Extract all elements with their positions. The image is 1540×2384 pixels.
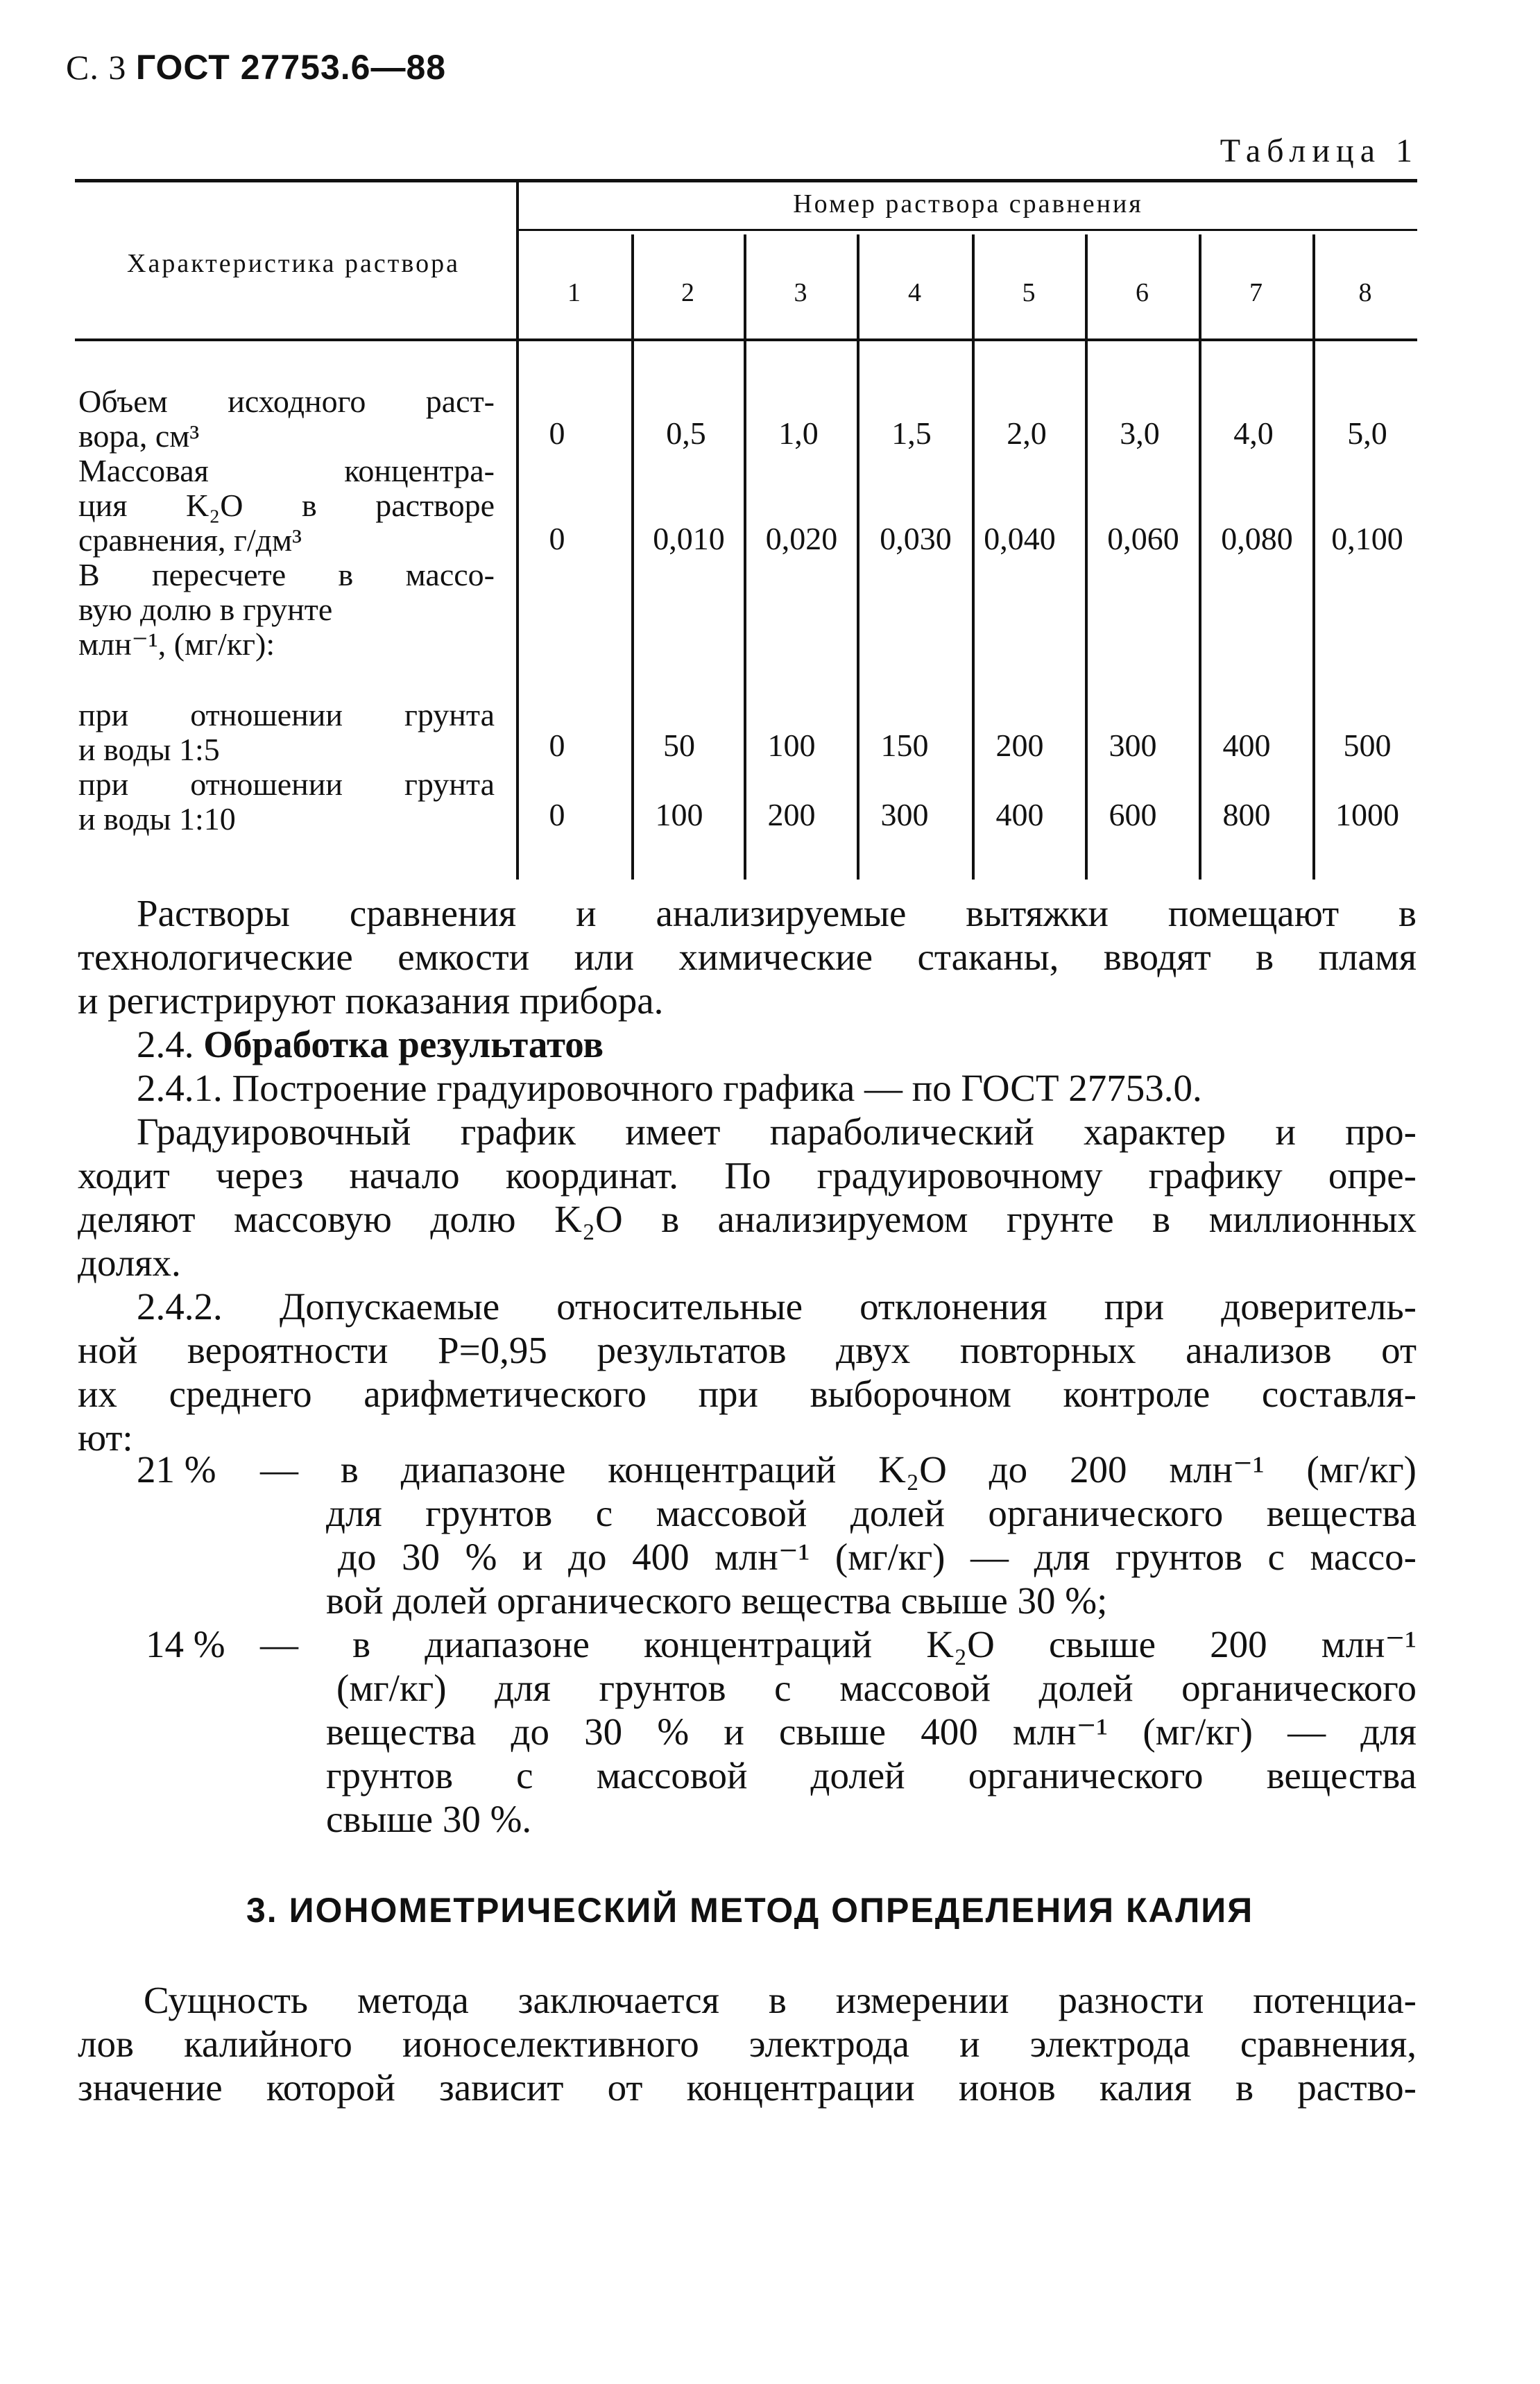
col-divider [972, 234, 975, 880]
table-cell: 150 [880, 728, 929, 763]
table-cell: 400 [995, 797, 1044, 832]
table-cell: 0 [549, 415, 565, 451]
section-3-title: 3. ИОНОМЕТРИЧЕСКИЙ МЕТОД ОПРЕДЕЛЕНИЯ КАЛИЯ [246, 1891, 1254, 1930]
paragraph-graph: Градуировочный график имеет параболический характер и про- ходит через начало координат. По градуировочному графику опре- деляют массовую долю K₂O в анализируемом грунте в миллионных долях. [78, 1110, 1417, 1284]
table-cell: 200 [767, 797, 816, 832]
table-cell: 0,100 [1331, 521, 1403, 556]
table-cell: 0,060 [1107, 521, 1179, 556]
paragraph-method-essence: Сущность метода заключается в измерении разности потенциа- лов калийного ионоселективного электрода и электрода сравнения, значение которой зависит от концентрации ионов калия в раство- [78, 1979, 1417, 2109]
col-header-1: 1 [567, 278, 583, 307]
col-divider [744, 234, 746, 880]
table-cell: 600 [1109, 797, 1157, 832]
row-label-volume: Объем исходного раст- вора, см³ [78, 384, 495, 454]
table-cell: 1,5 [891, 415, 932, 451]
group-header-rule [519, 229, 1417, 231]
table-cell: 0 [549, 521, 565, 556]
table-cell: 1000 [1335, 797, 1399, 832]
col-header-3: 3 [794, 278, 810, 307]
table-top-rule [75, 179, 1417, 182]
table-cell: 0,020 [765, 521, 838, 556]
col-header-6: 6 [1136, 278, 1151, 307]
table-cell: 0,5 [666, 415, 706, 451]
section-2-4-heading: 2.4. Обработка результатов [137, 1023, 604, 1065]
deviation-14-text: — в диапазоне концентраций K₂O свыше 200 млн⁻¹ (мг/кг) для грунтов с массовой долей органического вещества до 30 % и свыше 400 млн⁻¹ (мг/кг) — для грунтов с массовой долей органического вещества свыше 30 %. [260, 1623, 1417, 1840]
col-divider [1312, 234, 1315, 880]
col-divider [1085, 234, 1088, 880]
table-cell: 5,0 [1347, 415, 1387, 451]
table-cell: 0,080 [1221, 521, 1293, 556]
col-header-8: 8 [1358, 278, 1374, 307]
deviation-21-value: 21 % [137, 1448, 216, 1491]
group-header: Номер раствора сравнения [793, 189, 1143, 218]
section-2-4-1: 2.4.1. Построение градуировочного графика — по ГОСТ 27753.0. [137, 1067, 1202, 1109]
table-cell: 400 [1222, 728, 1271, 763]
table-cell: 300 [880, 797, 929, 832]
table-cell: 200 [995, 728, 1044, 763]
table-cell: 100 [767, 728, 816, 763]
table-cell: 0 [549, 797, 565, 832]
table-cell: 0,040 [984, 521, 1056, 556]
col-divider [631, 234, 634, 880]
col-header-4: 4 [908, 278, 923, 307]
row-label-ratio-5: при отношении грунта и воды 1:5 [78, 697, 495, 767]
data-table [75, 179, 1417, 880]
col-header-5: 5 [1022, 278, 1038, 307]
page-header [66, 47, 446, 87]
table-cell: 1,0 [778, 415, 819, 451]
table-cell: 4,0 [1233, 415, 1274, 451]
standard-id: ГОСТ 27753.6—88 [135, 48, 447, 87]
page-number: С. 3 [66, 48, 127, 87]
table-cell: 800 [1222, 797, 1271, 832]
col-divider [857, 234, 859, 880]
row-label-recalc: В пересчете в массо- вую долю в грунте млн⁻¹, (мг/кг): [78, 557, 495, 662]
table-cell: 300 [1109, 728, 1157, 763]
row-label-concentration: Массовая концентра- ция K₂O в растворе сравнения, г/дм³ [78, 453, 495, 558]
table-cell: 0,010 [653, 521, 725, 556]
deviation-21-text: — в диапазоне концентраций K₂O до 200 млн⁻¹ (мг/кг) для грунтов с массовой долей органического вещества до 30 % и до 400 млн⁻¹ (мг/кг) — для грунтов с массо- вой долей органического вещества свыше 30 %; [260, 1448, 1417, 1622]
table-cell: 0,030 [880, 521, 952, 556]
col-header-7: 7 [1249, 278, 1265, 307]
characteristic-header: Характеристика раствора [127, 249, 460, 278]
table-cell: 500 [1343, 728, 1392, 763]
table-cell: 0 [549, 728, 565, 763]
row-label-ratio-10: при отношении грунта и воды 1:10 [78, 766, 495, 837]
deviation-14-value: 14 % [146, 1623, 225, 1665]
table-cell: 2,0 [1007, 415, 1047, 451]
paragraph-solutions: Растворы сравнения и анализируемые вытяжки помещают в технологические емкости или химические стаканы, вводят в пламя и регистрируют показания прибора. [78, 892, 1417, 1022]
table-cell: 100 [655, 797, 703, 832]
table-cell: 50 [663, 728, 695, 763]
table-cell: 3,0 [1120, 415, 1160, 451]
table-label: Таблица 1 [1220, 132, 1419, 169]
col-divider [1199, 234, 1201, 880]
section-2-4-2: 2.4.2. Допускаемые относительные отклонения при доверитель- ной вероятности P=0,95 результатов двух повторных анализов от их среднего арифметического при выборочном контроле составля- ют: [78, 1285, 1417, 1459]
col-header-2: 2 [681, 278, 696, 307]
